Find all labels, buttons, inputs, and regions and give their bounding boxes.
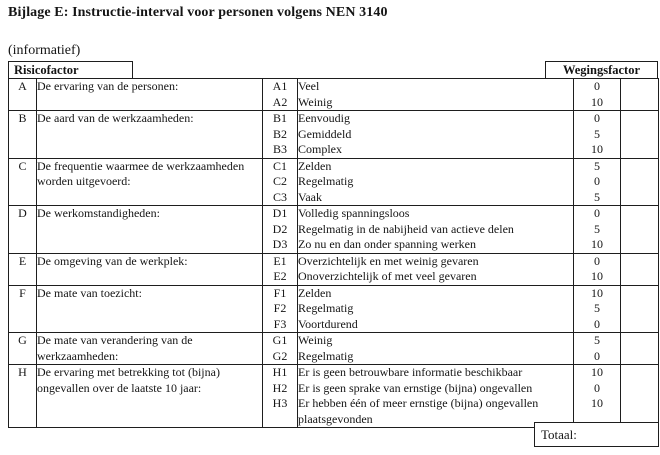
group-letter: C <box>9 158 37 206</box>
table-row <box>9 158 659 174</box>
item-code: H1 <box>263 365 298 381</box>
item-code: B3 <box>263 142 298 158</box>
group-letter: F <box>9 285 37 333</box>
risicofactor-header: Risicofactor <box>8 61 133 79</box>
item-label: Gemiddeld <box>298 127 574 143</box>
page-title: Bijlage E: Instructie-interval voor personen volgens NEN 3140 <box>8 5 388 20</box>
risk-factor-label: De omgeving van de werkplek: <box>37 253 263 285</box>
item-label: Veel <box>298 79 574 95</box>
item-code: A2 <box>263 95 298 111</box>
risk-factor-label: De mate van toezicht: <box>37 285 263 333</box>
item-label: Vaak <box>298 190 574 206</box>
risk-factor-label: De ervaring met betrekking tot (bijna) ongevallen over de laatste 10 jaar: <box>37 365 263 428</box>
risk-factor-label: De ervaring van de personen: <box>37 79 263 111</box>
total-label: Totaal: <box>541 427 577 442</box>
item-weight: 10 <box>574 237 621 253</box>
item-weight: 10 <box>574 95 621 111</box>
item-code: E1 <box>263 253 298 269</box>
item-label: Er is geen sprake van ernstige (bijna) ongevallen <box>298 381 574 397</box>
score-fill-cell <box>621 111 659 159</box>
item-code: D1 <box>263 206 298 222</box>
item-weight: 0 <box>574 111 621 127</box>
item-label: Er hebben één of meer ernstige (bijna) ongevallen plaatsgevonden <box>298 396 574 428</box>
item-weight: 0 <box>574 174 621 190</box>
item-label: Onoverzichtelijk of met veel gevaren <box>298 269 574 285</box>
item-label: Zelden <box>298 285 574 301</box>
total-box <box>534 422 659 447</box>
item-code: B2 <box>263 127 298 143</box>
item-weight: 10 <box>574 142 621 158</box>
risk-factor-label: De werkomstandigheden: <box>37 206 263 254</box>
item-label: Weinig <box>298 95 574 111</box>
item-code: A1 <box>263 79 298 95</box>
item-label: Eenvoudig <box>298 111 574 127</box>
group-letter: E <box>9 253 37 285</box>
group-letter: A <box>9 79 37 111</box>
item-label: Regelmatig <box>298 174 574 190</box>
item-label: Volledig spanningsloos <box>298 206 574 222</box>
item-code: D2 <box>263 222 298 238</box>
item-weight: 10 <box>574 365 621 381</box>
score-fill-cell <box>621 158 659 206</box>
item-label: Regelmatig <box>298 301 574 317</box>
group-letter: B <box>9 111 37 159</box>
table-row <box>9 79 659 95</box>
score-fill-cell <box>621 253 659 285</box>
item-code: C2 <box>263 174 298 190</box>
table-row <box>9 333 659 349</box>
group-letter: D <box>9 206 37 254</box>
item-label: Zo nu en dan onder spanning werken <box>298 237 574 253</box>
score-fill-cell <box>621 79 659 111</box>
item-label: Regelmatig <box>298 349 574 365</box>
table-row <box>9 365 659 381</box>
item-code: H2 <box>263 381 298 397</box>
score-fill-cell <box>621 285 659 333</box>
item-code: G2 <box>263 349 298 365</box>
item-weight: 0 <box>574 253 621 269</box>
table-row <box>9 111 659 127</box>
item-weight: 5 <box>574 333 621 349</box>
item-label: Regelmatig in de nabijheid van actieve delen <box>298 222 574 238</box>
group-letter: H <box>9 365 37 428</box>
item-code: D3 <box>263 237 298 253</box>
item-weight: 0 <box>574 317 621 333</box>
item-weight: 5 <box>574 127 621 143</box>
item-label: Weinig <box>298 333 574 349</box>
item-label: Er is geen betrouwbare informatie beschikbaar <box>298 365 574 381</box>
item-code: C3 <box>263 190 298 206</box>
risk-factor-table <box>8 78 659 428</box>
wegingsfactor-header: Wegingsfactor <box>545 61 658 79</box>
item-weight: 0 <box>574 381 621 397</box>
item-weight: 5 <box>574 190 621 206</box>
informative-note: (informatief) <box>8 43 81 58</box>
item-weight: 5 <box>574 158 621 174</box>
item-weight: 0 <box>574 79 621 95</box>
item-weight: 5 <box>574 222 621 238</box>
item-code: F1 <box>263 285 298 301</box>
group-letter: G <box>9 333 37 365</box>
item-code: C1 <box>263 158 298 174</box>
item-code: F3 <box>263 317 298 333</box>
table-row <box>9 206 659 222</box>
item-weight: 0 <box>574 206 621 222</box>
item-weight: 10 <box>574 269 621 285</box>
item-label: Complex <box>298 142 574 158</box>
item-label: Zelden <box>298 158 574 174</box>
risk-factor-label: De frequentie waarmee de werkzaamheden worden uitgevoerd: <box>37 158 263 206</box>
item-weight: 10 <box>574 285 621 301</box>
risk-factor-label: De aard van de werkzaamheden: <box>37 111 263 159</box>
item-code: H3 <box>263 396 298 428</box>
score-fill-cell <box>621 333 659 365</box>
item-weight: 0 <box>574 349 621 365</box>
item-weight: 5 <box>574 301 621 317</box>
table-row <box>9 253 659 269</box>
item-code: E2 <box>263 269 298 285</box>
table-row <box>9 285 659 301</box>
item-code: B1 <box>263 111 298 127</box>
item-label: Overzichtelijk en met weinig gevaren <box>298 253 574 269</box>
score-fill-cell <box>621 365 659 428</box>
item-weight: 10 <box>574 396 621 428</box>
risk-factor-label: De mate van verandering van de werkzaamheden: <box>37 333 263 365</box>
item-code: F2 <box>263 301 298 317</box>
score-fill-cell <box>621 206 659 254</box>
item-label: Voortdurend <box>298 317 574 333</box>
item-code: G1 <box>263 333 298 349</box>
